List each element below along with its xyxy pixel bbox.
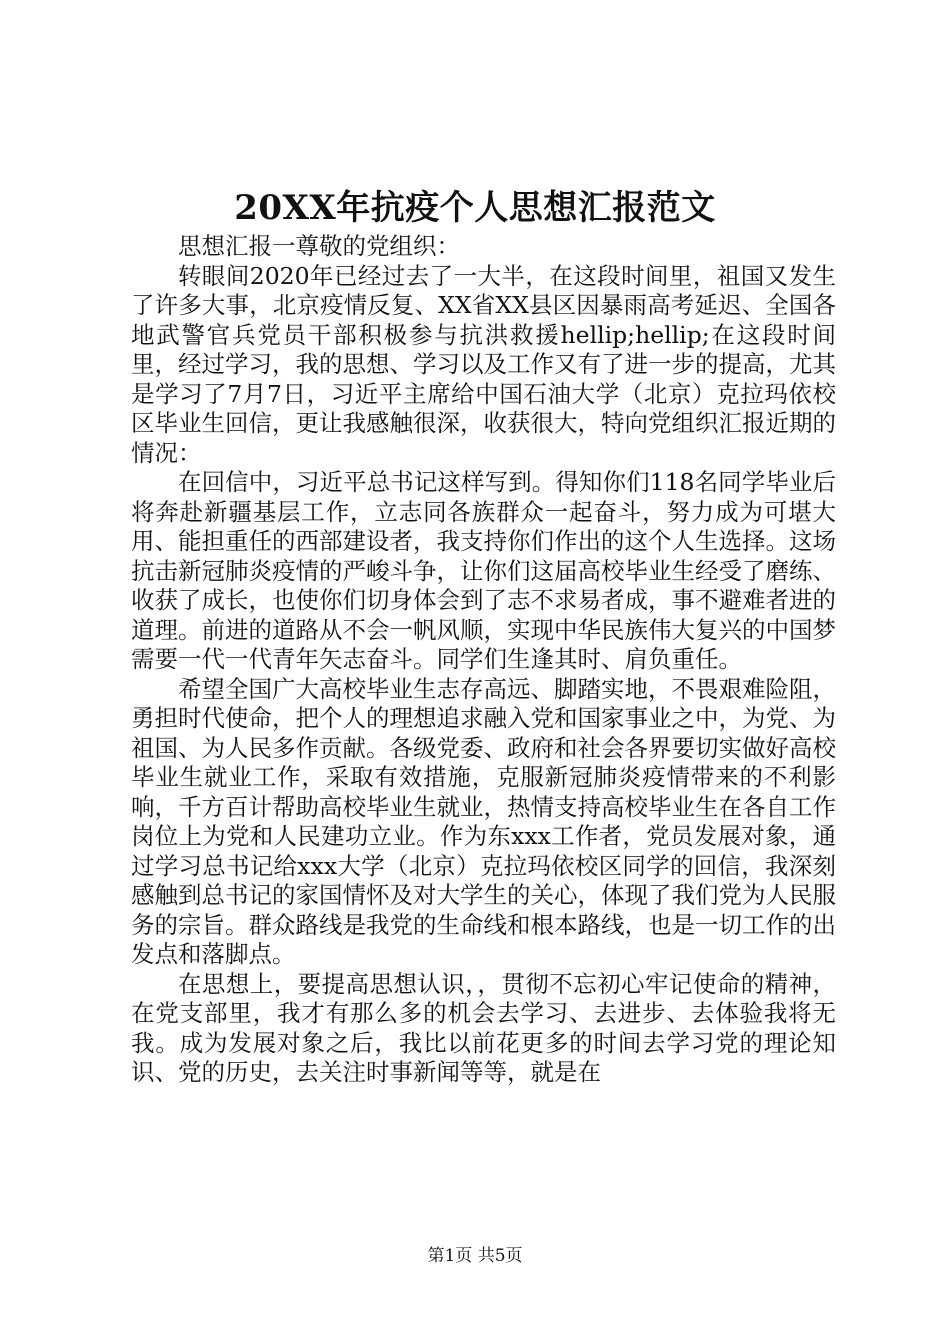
- body-paragraph-thought: 在思想上，要提高思想认识，，贯彻不忘初心牢记使命的精神，在党支部里，我才有那么多的机会去学习、去进步、去体验我将无我。成为发展对象之后，我比以前花更多的时间去学习党的理论知识、党的历史，去关注时事新闻等等，就是在: [131, 969, 836, 1086]
- document-body: [131, 232, 836, 1088]
- body-paragraph-intro: 转眼间2020年已经过去了一大半，在这段时间里，祖国又发生了许多大事，北京疫情反复、XX省XX县区因暴雨高考延迟、全国各地武警官兵党员干部积极参与抗洪救援hellip;hellip;在这段时间里，经过学习，我的思想、学习以及工作又有了进一步的提高，尤其是学习了7月7日，习近平主席给中国石油大学（北京）克拉玛依校区毕业生回信，更让我感触很深，收获很大，特向党组织汇报近期的情况：: [131, 261, 836, 467]
- salutation-paragraph: 思想汇报一尊敬的党组织：: [178, 232, 460, 260]
- page-number-footer: 第1页 共5页: [427, 1246, 523, 1266]
- body-paragraph-reply-letter: 在回信中，习近平总书记这样写到。得知你们118名同学毕业后将奔赴新疆基层工作，立志同各族群众一起奋斗，努力成为可堪大用、能担重任的西部建设者，我支持你们作出的这个人生选择。这场抗击新冠肺炎疫情的严峻斗争，让你们这届高校毕业生经受了磨练、收获了成长，也使你们切身体会到了志不求易者成，事不避难者进的道理。前进的道路从不会一帆风顺，实现中华民族伟大复兴的中国梦需要一代一代青年矢志奋斗。同学们生逢其时、肩负重任。: [131, 468, 836, 673]
- document-title: 20XX年抗疫个人思想汇报范文: [234, 188, 716, 228]
- body-paragraph-hope: 希望全国广大高校毕业生志存高远、脚踏实地，不畏艰难险阻，勇担时代使命，把个人的理想追求融入党和国家事业之中，为党、为祖国、为人民多作贡献。各级党委、政府和社会各界要切实做好高校毕业生就业工作，采取有效措施，克服新冠肺炎疫情带来的不利影响，千方百计帮助高校毕业生就业，热情支持高校毕业生在各自工作岗位上为党和人民建功立业。作为东xxx工作者，党员发展对象，通过学习总书记给xxx大学（北京）克拉玛依校区同学的回信，我深刻感触到总书记的家国情怀及对大学生的关心，体现了我们党为人民服务的宗旨。群众路线是我党的生命线和根本路线，也是一切工作的出发点和落脚点。: [131, 674, 836, 968]
